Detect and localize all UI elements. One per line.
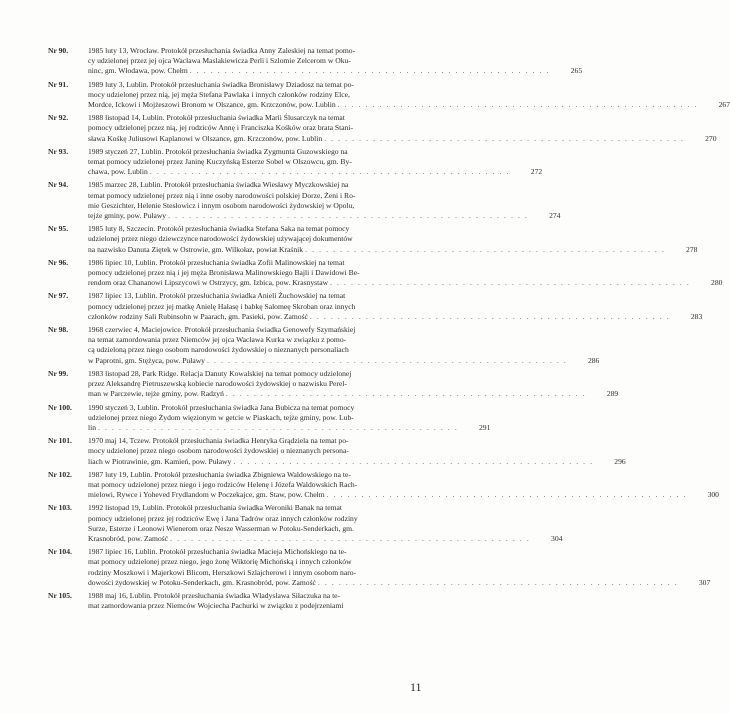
- entry-description: [88, 147, 542, 178]
- entry-description: [88, 591, 434, 611]
- entry-number: Nr 98.: [48, 325, 69, 335]
- toc-entry: [48, 146, 543, 178]
- entry-line: 1986 lipiec 10, Lublin. Protokół przesłuchania świadka Zofii Malinowskiej na temat: [88, 257, 345, 267]
- entry-description: [88, 436, 626, 467]
- entry-page-number: 283: [690, 311, 703, 321]
- entry-page-number: 300: [707, 490, 719, 500]
- toc-entry: [48, 402, 491, 434]
- entry-page-number: 304: [551, 533, 563, 543]
- entry-number: Nr 94.: [48, 180, 69, 190]
- entry-line: udzielonej przez niego Żydom więzionym w getcie w Piaskach, tejże gminy, pow. Lub-: [88, 412, 354, 422]
- entry-number: Nr 96.: [48, 257, 69, 267]
- dot-leader: . . . . . . . . . . . . . . . . . . . . . . . . . . . . . . . . . . . . . . . . . . . . . . . . . . . .: [149, 167, 511, 177]
- entry-line: 1988 listopad 14, Lublin. Protokół przesłuchania świadka Marii Ślusarczyk na temat: [88, 113, 345, 123]
- entry-description: [88, 113, 717, 144]
- entry-line: mat zamordowania przez Niemców Wojciecha Pachurki w związku z podejrzeniami: [88, 601, 344, 611]
- entry-line: liach w Piotrawinie, gm. Kamień, pow. Puławy: [88, 456, 232, 466]
- entry-number: Nr 99.: [48, 368, 69, 378]
- entry-line: pomocy udzielonej przez nią, jej rodziców Annę i Franciszka Kośków oraz brata Stani-: [88, 123, 354, 133]
- entry-number: Nr 103.: [48, 503, 72, 513]
- entry-line: dowości żydowskiej w Potoku-Senderkach, gm. Krasnobród, pow. Zamość: [88, 577, 316, 587]
- entry-description: [88, 547, 710, 588]
- entry-page-number: 274: [549, 211, 561, 221]
- entry-description: [88, 80, 730, 111]
- page-number: 11: [410, 680, 422, 694]
- entry-line: 1989 luty 3, Lublin. Protokół przesłuchania świadka Bronisławy Dziadosz na temat po-: [88, 79, 354, 89]
- entry-page-number: 278: [686, 244, 698, 254]
- entry-number: Nr 100.: [48, 402, 72, 412]
- entry-line: sława Kośkę Juliusowi Kaplanowi w Olszance, gm. Krzczonów, pow. Lublin: [88, 133, 323, 143]
- entry-number: Nr 90.: [48, 46, 69, 55]
- entry-line: Mordce, Ickowi i Mojżeszowi Bronom w Olszance, gm. Krzczonów, pow. Lublin: [88, 100, 336, 110]
- entry-line: 1987 lipiec 16, Lublin. Protokół przesłuchania świadka Macieja Michońskiego na te-: [88, 547, 347, 557]
- entry-line: 1987 lipiec 13, Lublin. Protokół przesłuchania świadka Anieli Żuchowskiej na temat: [88, 291, 346, 301]
- dot-leader: . . . . . . . . . . . . . . . . . . . . . . . . . . . . . . . . . . . . . . . . . . . . . . . . . . . .: [225, 389, 587, 399]
- entry-line: rendom oraz Chananowi Lipszycowi w Ostrzycy, gm. Izbica, pow. Krasnystaw: [88, 278, 329, 288]
- entry-line: 1989 styczeń 27, Lublin. Protokół przesłuchania świadka Zygmunta Guzowskiego na: [88, 146, 348, 156]
- entry-description: [88, 291, 702, 322]
- entry-page-number: 280: [711, 278, 723, 288]
- dot-leader: . . . . . . . . . . . . . . . . . . . . . . . . . . . . . . . . . . . . . . . . . . . . . . . . . . . .: [330, 278, 691, 288]
- entry-number: Nr 92.: [48, 113, 69, 123]
- entry-line: mielowi, Rywce i Yoheved Frydlandom w Poczekajce, gm. Staw, pow. Chełm: [88, 490, 325, 500]
- entry-line: ninc, gm. Włodawa, pow. Chełm: [88, 66, 188, 76]
- entry-line: 1988 maj 16, Lublin. Protokół przesłuchania świadka Władysława Siłaczuka na te-: [88, 590, 341, 600]
- dot-leader: . . . . . . . . . . . . . . . . . . . . . . . . . . . . . . . . . . . . . . . . . . . . . . . . . . . .: [305, 244, 666, 254]
- toc-entry: [48, 257, 723, 289]
- entry-line: tejże gminy, pow. Puławy: [88, 211, 167, 221]
- entry-line: pomocy udzielonej przez jej matkę Anielę Hałasę i babkę Salomeę Skroban oraz innych: [88, 301, 356, 311]
- dot-leader: . . . . . . . . . . . . . . . . . . . . . . . . . . . . . . . . . . . . . . . . . . . . . . . . . . . .: [326, 490, 687, 500]
- entry-page-number: 265: [570, 66, 583, 76]
- entry-page-number: 286: [587, 355, 600, 365]
- entry-number: Nr 95.: [48, 224, 69, 234]
- entry-line: 1983 listopad 28, Park Ridge. Relacja Danuty Kowalskiej na temat pomocy udzielonej: [88, 368, 352, 378]
- entry-number: Nr 101.: [48, 436, 72, 446]
- dot-leader: . . . . . . . . . . . . . . . . . . . . . . . . . . . . . . . . . . . . . . . . . . . . . . . . . . . .: [309, 311, 671, 321]
- entry-description: [88, 258, 722, 289]
- entry-line: pomocy udzielonej przez jej rodziców Ewę i Jana Tadrów oraz innych członków rodziny: [88, 513, 358, 523]
- entry-number: Nr 91.: [48, 79, 69, 89]
- entry-description: [88, 325, 599, 366]
- toc-entry: [48, 79, 730, 111]
- dot-leader: . . . . . . . . . . . . . . . . . . . . . . . . . . . . . . . . . . . . . . . . . . . . . . . . . . . .: [233, 456, 594, 466]
- entry-page-number: 267: [718, 100, 730, 110]
- entry-number: Nr 102.: [48, 469, 72, 479]
- entry-line: pomocy udzielonej przez nią i jej męża Bronisława Malinowskiego Bajli i Dawidowi Be-: [88, 268, 360, 278]
- entry-description: [88, 224, 697, 255]
- entry-page-number: 296: [614, 456, 626, 466]
- entry-line: 1970 maj 14, Tczew. Protokół przesłuchania świadka Henryka Grądziela na temat po-: [88, 436, 349, 446]
- entry-page-number: 291: [478, 422, 491, 432]
- entry-line: cy udzielonej przez jej ojca Wacława Maslakiewicza Perli i Szlomie Zelcerom w Oku-: [88, 56, 351, 66]
- entry-line: 1985 luty 8, Szczecin. Protokół przesłuchania świadka Stefana Saka na temat pomocy: [88, 224, 350, 234]
- toc-entry: [48, 469, 719, 501]
- entry-line: 1990 styczeń 3, Lublin. Protokół przesłuchania świadka Jana Bubicza na temat pomocy: [88, 402, 355, 412]
- toc-entry: [48, 368, 619, 400]
- entry-line: przez Aleksandrę Pietruszewską kobiecie narodowości żydowskiej o nazwisku Perel-: [88, 379, 347, 389]
- entry-line: mie Geszichter, Helenie Stesłowicz i innym osobom narodowości żydowskiej w Opolu,: [88, 200, 355, 210]
- entry-line: na nazwisko Danuta Ziętek w Ostrowie, gm. Wilkołaz, powiat Kraśnik: [88, 244, 304, 254]
- entry-line: 1968 czerwiec 4, Maciejowice. Protokół przesłuchania świadka Genowefy Szymańskiej: [88, 325, 356, 335]
- entry-line: członków rodziny Sali Rubinsohn w Paarach, gm. Pasieki, pow. Zamość: [88, 311, 308, 321]
- entry-number: Nr 93.: [48, 146, 69, 156]
- toc-entry: [48, 547, 711, 588]
- dot-leader: . . . . . . . . . . . . . . . . . . . . . . . . . . . . . . . . . . . . . . . . . . . . . . . . . . . .: [324, 133, 685, 143]
- entry-line: Krasnobród, pow. Zamość: [88, 533, 169, 543]
- entry-line: mocy udzielonej przez niego osobom narodowości żydowskiej o nieznanych persona-: [88, 446, 349, 456]
- entry-line: udzielonej przez niego dziewczynce narodowości żydowskiej używającej dokumentów: [88, 234, 353, 244]
- entry-line: 1987 luty 19, Lublin. Protokół przesłuchania świadka Zbigniewa Waldowskiego na te-: [88, 469, 351, 479]
- entry-line: rodziny Moszkowi i Majerkowi Blicom, Herszkowi Szlajcherowi i innym osobom naro-: [88, 567, 357, 577]
- entry-line: mat pomocy udzielonej przez niego, jego żonę Wiktorię Michońską i innych członków: [88, 557, 352, 567]
- entry-page-number: 272: [530, 167, 543, 177]
- entry-line: chawa, pow. Lublin: [88, 167, 148, 177]
- entry-line: mocy udzielonej przez nią, jej męża Stefana Pawlaka i innych członków rodziny Elce,: [88, 89, 350, 99]
- entry-number: Nr 97.: [48, 291, 69, 301]
- entry-page-number: 289: [606, 389, 619, 399]
- toc-entry: [48, 325, 600, 366]
- entry-line: na temat zamordowania przez Niemców jej ojca Wacława Kurka w związku z pomo-: [88, 335, 347, 345]
- entry-line: 1985 marzec 28, Lublin. Protokół przesłuchania świadka Wiesławy Myczkowskiej na: [88, 180, 349, 190]
- entry-number: Nr 105.: [48, 590, 72, 600]
- dot-leader: . . . . . . . . . . . . . . . . . . . . . . . . . . . . . . . . . . . . . . . . . . . . . . . . . . . .: [189, 66, 551, 76]
- toc-entry: [48, 224, 698, 255]
- entry-line: temat pomocy udzielonej przez Janinę Kuczyńską Esterze Sobel w Olszowcu, gm. By-: [88, 157, 352, 167]
- entry-line: temat pomocy udzielonej przez nią i inne osoby narodowości polskiej Dorze, Żeni i Ro-: [88, 190, 356, 200]
- entry-line: 1985 luty 13, Wrocław. Protokół przesłuchania świadka Anny Zaleskiej na temat pomo-: [88, 46, 356, 55]
- dot-leader: . . . . . . . . . . . . . . . . . . . . . . . . . . . . . . . . . . . . . . . . . . . . . . . . . . . .: [170, 533, 531, 543]
- entry-page-number: 270: [705, 133, 717, 143]
- toc-entry: [48, 291, 703, 322]
- entry-description: [88, 369, 618, 400]
- entry-line: 1992 listopad 19, Lublin. Protokół przesłuchania świadka Weroniki Banak na temat: [88, 503, 343, 513]
- entry-page-number: 307: [698, 577, 711, 587]
- entry-description: [88, 470, 719, 501]
- dot-leader: . . . . . . . . . . . . . . . . . . . . . . . . . . . . . . . . . . . . . . . . . . . . . . . . . . . .: [98, 422, 459, 432]
- entry-description: [88, 503, 562, 544]
- entry-line: Surze, Esterze i Leonowi Wienerom oraz Nesze Wasserman w Potoku-Senderkach, gm.: [88, 523, 354, 533]
- entry-description: [88, 403, 490, 434]
- dot-leader: . . . . . . . . . . . . . . . . . . . . . . . . . . . . . . . . . . . . . . . . . . . . . . . . . . . .: [337, 100, 698, 110]
- toc-entry: [48, 180, 561, 221]
- entry-description: [88, 46, 582, 77]
- entry-number: Nr 104.: [48, 547, 72, 557]
- entry-description: [88, 180, 560, 221]
- dot-leader: . . . . . . . . . . . . . . . . . . . . . . . . . . . . . . . . . . . . . . . . . . . . . . . . . . . .: [206, 355, 568, 365]
- dot-leader: . . . . . . . . . . . . . . . . . . . . . . . . . . . . . . . . . . . . . . . . . . . . . . . . . . . .: [317, 577, 679, 587]
- entry-line: w Paprotni, gm. Stężyca, pow. Puławy: [88, 355, 205, 365]
- toc-entry: [48, 436, 626, 467]
- entry-line: cą udzieloną przez niego osobom narodowości żydowskiej o nieznanych personaliach: [88, 345, 349, 355]
- entry-line: mat pomocy udzielonej przez niego i jego rodziców Helenę i Józefa Waldowskich Rach-: [88, 479, 358, 489]
- toc-entry: [48, 46, 583, 77]
- toc-entry: [48, 113, 717, 144]
- toc-entry: [48, 591, 434, 611]
- entry-line: man w Parczewie, tejże gminy, pow. Radzyń: [88, 389, 224, 399]
- toc-entry: [48, 503, 563, 544]
- table-of-contents: [48, 46, 730, 614]
- dot-leader: . . . . . . . . . . . . . . . . . . . . . . . . . . . . . . . . . . . . . . . . . . . . . . . . . . . .: [168, 211, 529, 221]
- entry-line: lin: [88, 422, 97, 432]
